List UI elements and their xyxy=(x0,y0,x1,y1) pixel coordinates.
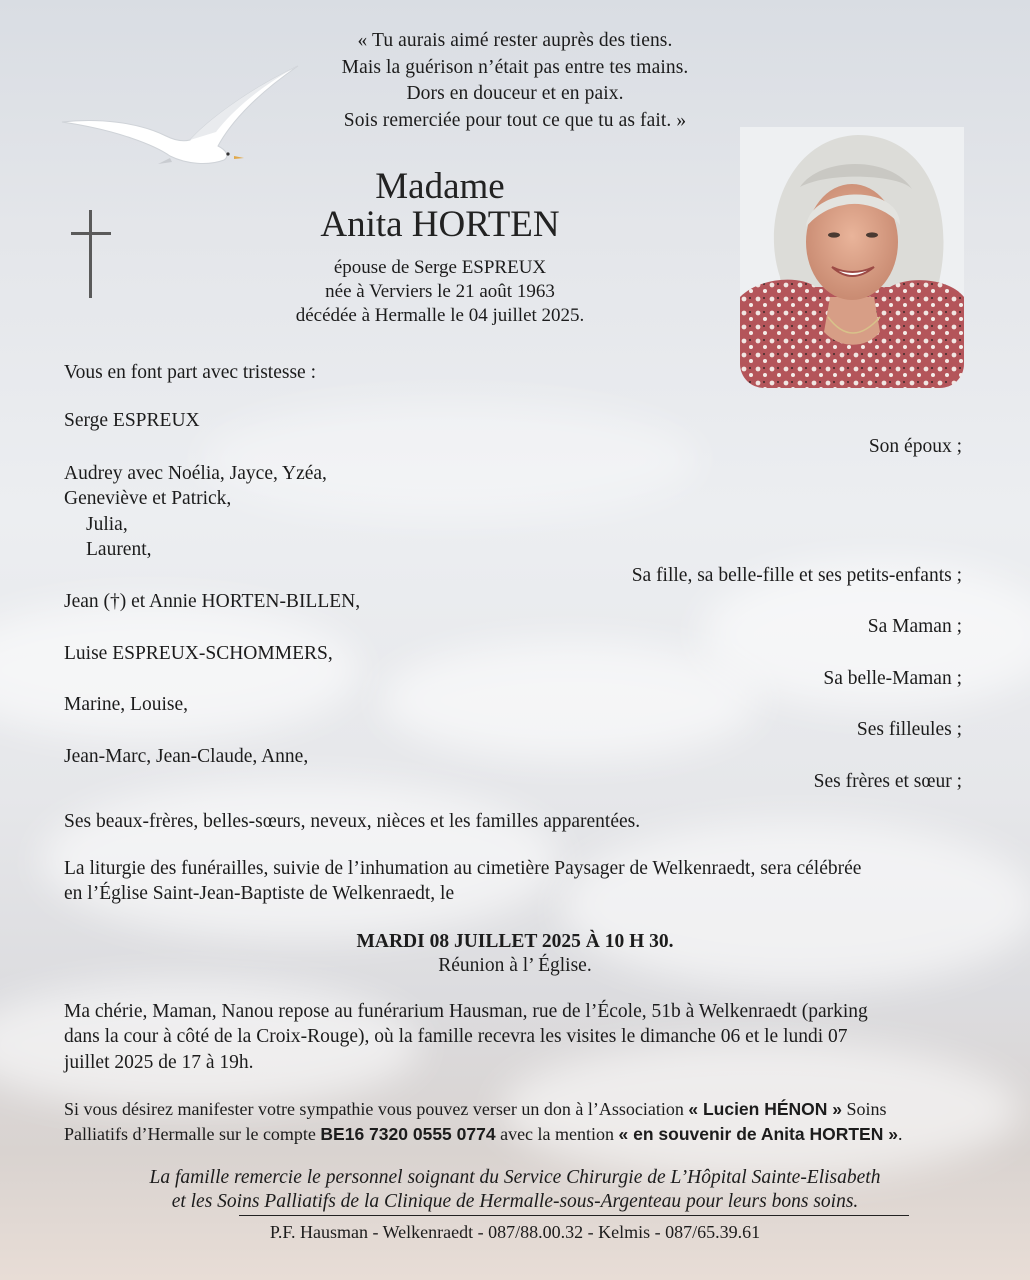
ceremony-line: en l’Église Saint-Jean-Baptiste de Welkenraedt, le xyxy=(64,883,455,904)
cross-icon xyxy=(71,210,111,298)
thanks-line: et les Soins Palliatifs de la Clinique de Hermalle-sous-Argenteau pour leurs bons soins. xyxy=(171,1191,859,1212)
mourner-name: Jean-Marc, Jean-Claude, Anne, xyxy=(64,746,309,767)
thanks xyxy=(80,1166,950,1214)
funeral-home-contact: P.F. Hausman - Welkenraedt - 087/88.00.32 - Kelmis - 087/65.39.61 xyxy=(269,1222,761,1242)
deceased-header xyxy=(240,168,640,244)
poem-line: Sois remerciée pour tout ce que tu as fait. » xyxy=(343,109,687,131)
intro-text: Vous en font part avec tristesse : xyxy=(64,362,316,383)
poem-line: Mais la guérison n’était pas entre tes mains. xyxy=(341,56,689,78)
ceremony-date: MARDI 08 JUILLET 2025 À 10 H 30. xyxy=(356,931,674,952)
mourner-relation: Son époux ; xyxy=(868,436,962,457)
mourner-name: Serge ESPREUX xyxy=(64,410,200,431)
death-line: décédée à Hermalle le 04 juillet 2025. xyxy=(295,305,585,326)
visitation-line: Ma chérie, Maman, Nanou repose au funérarium Hausman, rue de l’École, 51b à Welkenraedt (parking xyxy=(64,1001,868,1022)
mourner-relation: Sa Maman ; xyxy=(867,616,962,637)
thanks-line: La famille remercie le personnel soignant du Service Chirurgie de L’Hôpital Sainte-Elisabeth xyxy=(149,1167,881,1188)
bank-account: BE16 7320 0555 0774 xyxy=(320,1124,496,1144)
deceased-name: Anita HORTEN xyxy=(320,204,560,245)
mourner-name: Audrey avec Noélia, Jayce, Yzéa, xyxy=(64,463,327,484)
visitation-line: dans la cour à côté de la Croix-Rouge), où la famille recevra les visites le dimanche 06 et le lundi 07 xyxy=(64,1026,848,1047)
donation-text: Si vous désirez manifester votre sympathie vous pouvez verser un don à l’Association xyxy=(64,1099,689,1119)
mourner-relation: Sa belle-Maman ; xyxy=(823,668,962,689)
donation-line-1 xyxy=(64,1097,887,1121)
visitation-line: juillet 2025 de 17 à 19h. xyxy=(64,1052,254,1073)
donation-text: . xyxy=(897,1124,903,1144)
ceremony-meeting: Réunion à l’ Église. xyxy=(438,955,592,976)
deceased-title: Madame xyxy=(375,166,505,207)
mourner-name: Laurent, xyxy=(86,539,152,560)
donation-text: Soins xyxy=(842,1099,887,1119)
spouse-line: épouse de Serge ESPREUX xyxy=(333,257,547,278)
mourner-name: Luise ESPREUX-SCHOMMERS, xyxy=(64,643,333,664)
donation-mention: « en souvenir de Anita HORTEN » xyxy=(618,1124,898,1144)
mourner-name: Jean (†) et Annie HORTEN-BILLEN, xyxy=(64,591,361,612)
poem-line: « Tu aurais aimé rester auprès des tiens. xyxy=(357,30,673,51)
extended-family: Ses beaux-frères, belles-sœurs, neveux, nièces et les familles apparentées. xyxy=(64,811,641,832)
mourner-relation: Ses filleules ; xyxy=(856,719,962,740)
donation-text: Palliatifs d’Hermalle sur le compte xyxy=(64,1124,321,1144)
donation-line-2 xyxy=(64,1122,902,1146)
ceremony-datetime xyxy=(265,930,765,978)
mourner-relation: Ses frères et sœur ; xyxy=(813,771,962,792)
mourner-name: Marine, Louise, xyxy=(64,694,189,715)
birth-line: née à Verviers le 21 août 1963 xyxy=(325,281,555,302)
mourner-name: Geneviève et Patrick, xyxy=(64,488,232,509)
poem-line: Dors en douceur et en paix. xyxy=(406,83,624,104)
ceremony-line: La liturgie des funérailles, suivie de l’inhumation au cimetière Paysager de Welkenraedt, sera célébrée xyxy=(64,858,862,879)
portrait-photo xyxy=(740,127,964,388)
poem xyxy=(260,28,770,134)
association-name: « Lucien HÉNON » xyxy=(688,1099,843,1119)
deceased-info xyxy=(240,256,640,328)
donation-text: avec la mention xyxy=(495,1124,619,1144)
divider xyxy=(239,1215,909,1216)
footer xyxy=(165,1220,865,1244)
mourner-name: Julia, xyxy=(86,514,128,535)
mourner-relation: Sa fille, sa belle-fille et ses petits-enfants ; xyxy=(631,565,962,586)
